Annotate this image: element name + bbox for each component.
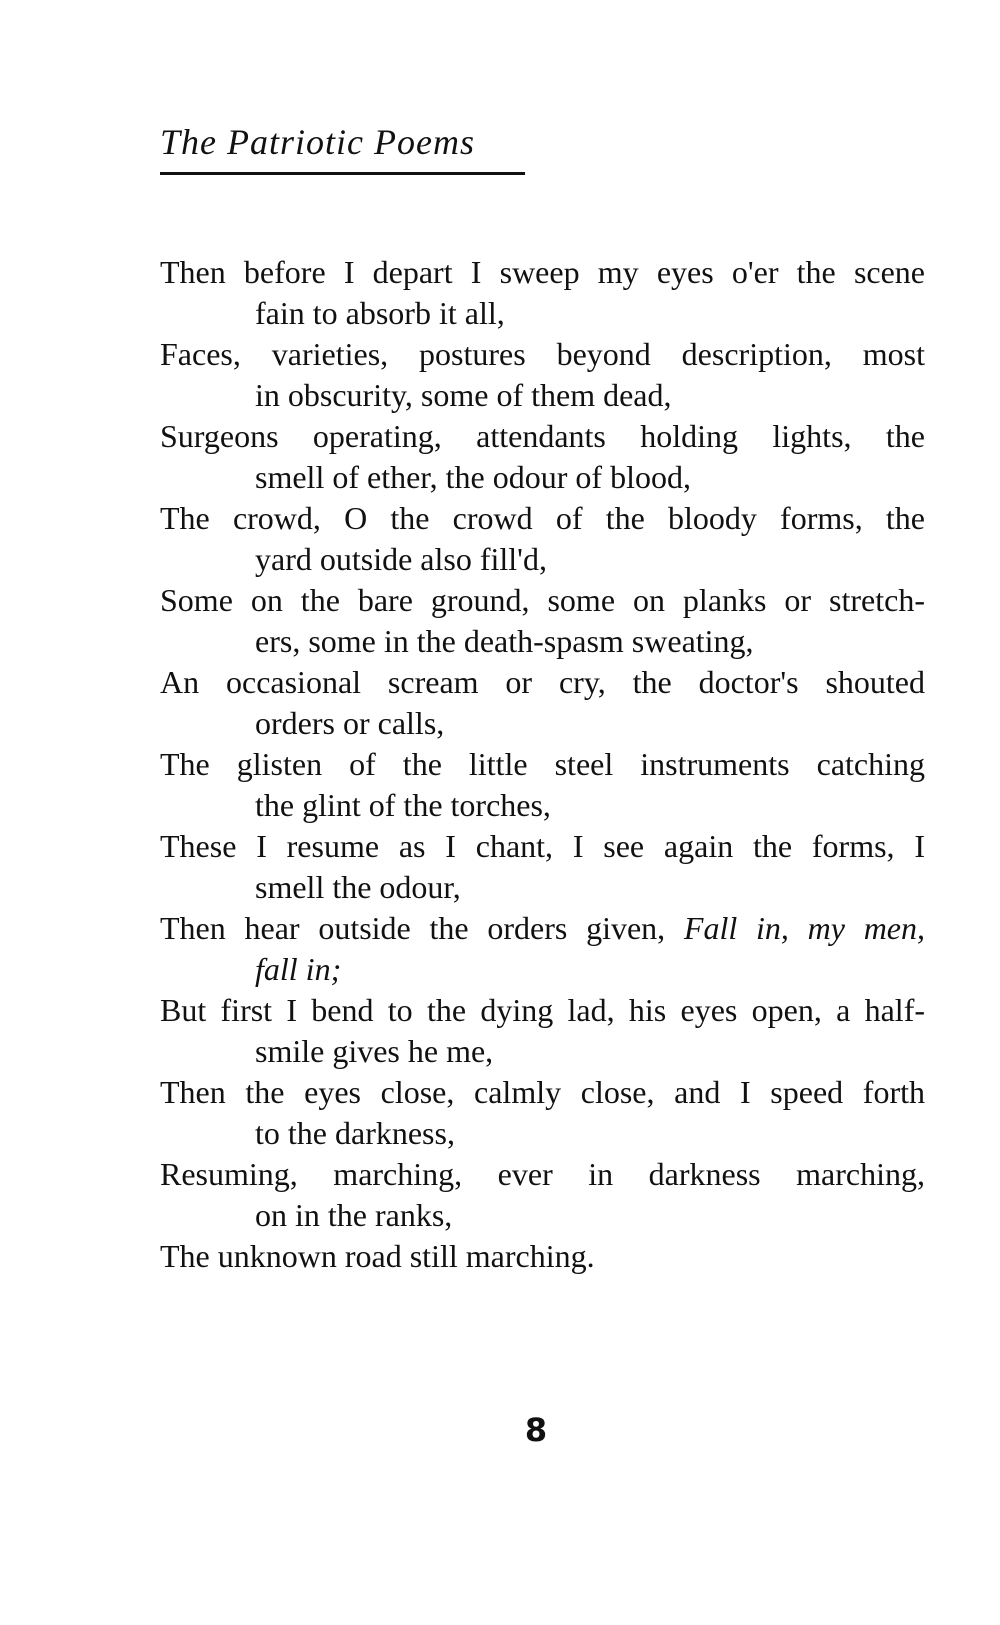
line-text: The glisten of the little steel instruments catching: [160, 746, 925, 782]
poem-line: [150, 826, 925, 908]
line-text: Resuming, marching, ever in darkness marching,: [160, 1156, 925, 1192]
line-text-italic: Fall in, my men,: [683, 910, 925, 946]
poem-line: [150, 744, 925, 826]
poem-line: [150, 908, 925, 990]
poem-body: [150, 252, 925, 1277]
line-text-plain: Then hear outside the orders given,: [160, 910, 684, 946]
line-text: Then the eyes close, calmly close, and I speed forth: [160, 1074, 925, 1110]
line-continuation: to the darkness,: [255, 1115, 455, 1151]
line-text: Faces, varieties, postures beyond description, most: [160, 336, 925, 372]
line-continuation: on in the ranks,: [255, 1197, 453, 1233]
line-text: But first I bend to the dying lad, his eyes open, a half-: [160, 992, 925, 1028]
poem-line: [150, 252, 925, 334]
page-number: 8: [524, 1411, 548, 1449]
line-continuation-italic: fall in;: [255, 951, 342, 987]
line-continuation: yard outside also fill'd,: [255, 541, 547, 577]
line-text-mixed: [150, 908, 925, 949]
line-continuation: smell of ether, the odour of blood,: [255, 459, 691, 495]
line-text: Then before I depart I sweep my eyes o'er the scene: [160, 254, 925, 290]
poem-line: [150, 498, 925, 580]
poem-line: [150, 1154, 925, 1236]
line-continuation: in obscurity, some of them dead,: [255, 377, 672, 413]
line-continuation: orders or calls,: [255, 705, 445, 741]
line-continuation: the glint of the torches,: [255, 787, 551, 823]
poem-line: [150, 1236, 925, 1277]
poem-line: [150, 990, 925, 1072]
poem-line: [150, 662, 925, 744]
line-text: Surgeons operating, attendants holding lights, the: [160, 418, 925, 454]
line-text: The crowd, O the crowd of the bloody forms, the: [160, 500, 925, 536]
line-text: The unknown road still marching.: [160, 1238, 595, 1274]
line-text: Some on the bare ground, some on planks or stretch-: [160, 582, 925, 618]
running-title: The Patriotic Poems: [160, 120, 525, 175]
line-continuation: fain to absorb it all,: [255, 295, 505, 331]
line-text: An occasional scream or cry, the doctor's shouted: [160, 664, 925, 700]
line-continuation: smell the odour,: [255, 869, 461, 905]
poem-line: [150, 1072, 925, 1154]
line-continuation: ers, some in the death-spasm sweating,: [255, 623, 754, 659]
line-continuation: smile gives he me,: [255, 1033, 494, 1069]
poem-line: [150, 580, 925, 662]
line-text: These I resume as I chant, I see again the forms, I: [160, 828, 925, 864]
poem-line: [150, 416, 925, 498]
poem-line: [150, 334, 925, 416]
